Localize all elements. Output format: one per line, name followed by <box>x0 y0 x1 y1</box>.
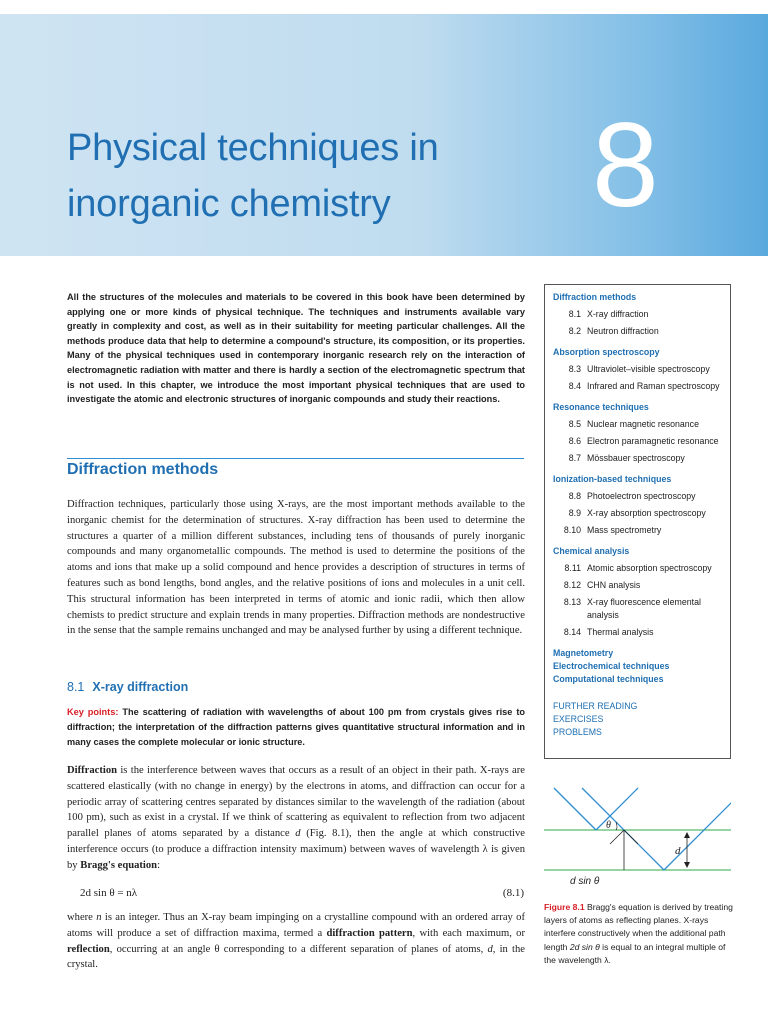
equation-number: (8.1) <box>502 887 524 899</box>
toc-item-number: 8.1 <box>568 309 581 319</box>
toc-group-title[interactable]: Computational techniques <box>553 674 664 684</box>
toc-item-number: 8.4 <box>568 381 581 391</box>
toc-item[interactable] <box>553 363 722 376</box>
term-reflection: reflection <box>67 943 110 955</box>
figure-caption <box>544 901 734 967</box>
toc-item[interactable] <box>553 452 722 465</box>
key-points-text: The scattering of radiation with wavelengths of about 100 pm from crystals gives rise to diffraction; the interpretation of the diffraction patterns gives quantitative structural information and in many cases the complete molecular or ionic structure. <box>67 707 525 747</box>
figure-label: Figure 8.1 <box>544 902 585 912</box>
text-run: Bragg's equation is derived by treating layers of atoms as reflecting planes. X-rays interfere constructively when the additional path length <box>544 902 733 952</box>
toc-item-number: 8.13 <box>563 597 581 607</box>
toc-item[interactable] <box>553 435 722 448</box>
toc-group-title[interactable]: Diffraction methods <box>553 292 637 302</box>
toc-item-number: 8.9 <box>568 508 581 518</box>
toc-item[interactable] <box>553 562 722 575</box>
toc-item[interactable] <box>553 507 722 520</box>
toc-group-title[interactable]: Electrochemical techniques <box>553 661 670 671</box>
toc-item-title: Neutron diffraction <box>587 326 659 336</box>
wavefront-line <box>610 830 624 844</box>
incident-ray-1 <box>554 788 596 830</box>
wavefront-line <box>624 830 638 844</box>
toc-group-title[interactable]: Absorption spectroscopy <box>553 347 660 357</box>
d-label: d <box>675 845 681 857</box>
toc-item[interactable] <box>553 490 722 503</box>
arrow-head-down <box>684 862 690 868</box>
text-run: where <box>67 912 97 923</box>
toc-group-title[interactable]: Resonance techniques <box>553 402 649 412</box>
dsin-label: d sin θ <box>570 876 600 887</box>
text-run: is the interference between waves that occurs as a result of an object in their path. X-rays are scattered elastically (with no change in energy) by the electrons in atoms, and diffraction can occur for a periodic array of scattering centres separated by distances similar to the wavelength of the radiation (about 100 pm), such as exist in a crystal. If we think of scattering as equivalent to reflection from two adjacent parallel planes of atoms separated by a distance <box>67 765 525 840</box>
arrow-head-up <box>684 832 690 838</box>
toc-item-number: 8.5 <box>568 419 581 429</box>
chapter-title-line2: inorganic chemistry <box>67 183 391 225</box>
term-braggs-equation: Bragg's equation <box>80 859 158 871</box>
toc-item-title: X-ray diffraction <box>587 309 649 319</box>
toc-item-title: Infrared and Raman spectroscopy <box>587 381 720 391</box>
toc-item-title: Thermal analysis <box>587 627 654 637</box>
text-run: , occurring at an angle θ corresponding to a different separation of planes of atoms, <box>109 943 488 955</box>
toc-item-title: CHN analysis <box>587 580 641 590</box>
toc-item[interactable] <box>553 418 722 431</box>
section-paragraph: Diffraction techniques, particularly those using X-rays, are the most important methods available to the inorganic chemist for the determination of structures. X-ray diffraction has been used to determine the structures a quarter of a million different substances, including tens of thousands of purely inorganic compounds and many organometallic compounds. The method is used to determine the positions of the atoms and ions that make up a solid compound and hence provides a description of structures in terms of features such as bond lengths, bond angles, and the relative positions of ions and molecules in a unit cell. This structural information has been interpreted in terms of atomic and ionic radii, which then allow chemists to predict structure and explain trends in many properties. Diffraction methods are nondestructive in the sense that the sample remains unchanged and may be analysed further by using a different technique. <box>67 499 525 637</box>
subsection-number: 8.1 <box>67 680 85 694</box>
toc-group-title[interactable]: Chemical analysis <box>553 546 630 556</box>
term-diffraction-pattern: diffraction pattern <box>326 927 413 939</box>
toc-further-reading[interactable]: FURTHER READING <box>553 701 638 711</box>
body-paragraph-bragg <box>67 763 525 874</box>
toc-item-title: Mössbauer spectroscopy <box>587 453 685 463</box>
toc-item-title: Nuclear magnetic resonance <box>587 419 699 429</box>
toc-item-number: 8.3 <box>568 364 581 374</box>
subsection-heading <box>67 680 188 694</box>
chapter-number: 8 <box>592 98 659 232</box>
section-divider <box>67 458 524 459</box>
toc-item-title: Atomic absorption spectroscopy <box>587 563 712 573</box>
bragg-diagram <box>544 778 731 888</box>
toc-item-number: 8.14 <box>563 627 581 637</box>
body-paragraph-pattern <box>67 910 525 973</box>
toc-group-title[interactable]: Ionization-based techniques <box>553 474 672 484</box>
toc-group-title[interactable]: Magnetometry <box>553 648 614 658</box>
var-d: d <box>487 943 493 955</box>
bragg-equation <box>80 887 524 899</box>
toc-problems[interactable]: PROBLEMS <box>553 727 602 737</box>
toc-item[interactable] <box>553 308 722 321</box>
toc-item-title: Electron paramagnetic resonance <box>587 436 719 446</box>
section-heading: Diffraction methods <box>67 461 219 478</box>
theta-label: θ <box>606 820 611 831</box>
toc-item-number: 8.11 <box>564 563 581 573</box>
chapter-header-banner <box>0 14 768 256</box>
toc-item-number: 8.7 <box>568 453 581 463</box>
chapter-contents-box <box>544 284 731 759</box>
toc-item-number: 8.10 <box>563 525 581 535</box>
toc-item-title: Mass spectrometry <box>587 525 662 535</box>
toc-item-number: 8.8 <box>568 491 581 501</box>
toc-item-title: X-ray absorption spectroscopy <box>587 508 706 518</box>
toc-item-title: Ultraviolet–visible spectroscopy <box>587 364 710 374</box>
toc-item[interactable] <box>553 596 722 622</box>
subsection-title: X-ray diffraction <box>92 680 189 694</box>
equation-text: 2d sin θ = nλ <box>80 887 138 899</box>
toc-item[interactable] <box>553 626 722 639</box>
toc-item-number: 8.12 <box>563 580 581 590</box>
term-diffraction: Diffraction <box>67 765 118 776</box>
chapter-title <box>67 120 439 232</box>
var-n: n <box>96 912 102 923</box>
var-d: d <box>295 828 301 840</box>
text-run: is equal to an integral multiple of the wavelength λ. <box>544 941 726 965</box>
text-run: , with each maximum, or <box>412 927 525 939</box>
toc-item-title: X-ray fluorescence elemental analysis <box>587 597 701 620</box>
toc-item-number: 8.6 <box>568 436 581 446</box>
text-run: (Fig. 8.1), then the angle at which constructive interference occurs (to produce a diffraction intensity maximum) between waves of wavelength λ is given by <box>67 828 525 871</box>
text-run: is an integer. Thus an X-ray beam impinging on a crystalline compound with an ordered array of atoms will produce a set of diffraction maxima, termed a <box>67 912 526 939</box>
chapter-intro: All the structures of the molecules and materials to be covered in this book have been determined by applying one or more kinds of physical technique. The techniques and instruments available vary greatly in complexity and cost, as well as in their suitability for meeting particular challenges. All the methods produce data that help to determine a compound's structure, its composition, or its properties. Many of the physical techniques used in contemporary inorganic research rely on the interaction of electromagnetic radiation with matter and there is hardly a section of the electromagnetic spectrum that is not used. In this chapter, we introduce the most important physical techniques that are used to investigate the atomic and electronic structures of inorganic compounds and study their reactions. <box>67 292 525 405</box>
toc-item-title: Photoelectron spectroscopy <box>587 491 696 501</box>
toc-exercises[interactable]: EXERCISES <box>553 714 604 724</box>
text-run: , in the crystal. <box>67 943 525 971</box>
toc-item[interactable] <box>553 579 722 592</box>
toc-item[interactable] <box>553 524 722 537</box>
key-points <box>67 705 525 749</box>
reflected-ray-2 <box>664 788 731 870</box>
toc-item[interactable] <box>553 325 722 338</box>
caption-formula: 2d sin θ <box>569 941 600 952</box>
chapter-title-line1: Physical techniques in <box>67 127 439 169</box>
text-run: : <box>157 859 161 871</box>
toc-item[interactable] <box>553 380 722 393</box>
toc-item-number: 8.2 <box>568 326 581 336</box>
key-points-label: Key points: <box>67 707 119 717</box>
